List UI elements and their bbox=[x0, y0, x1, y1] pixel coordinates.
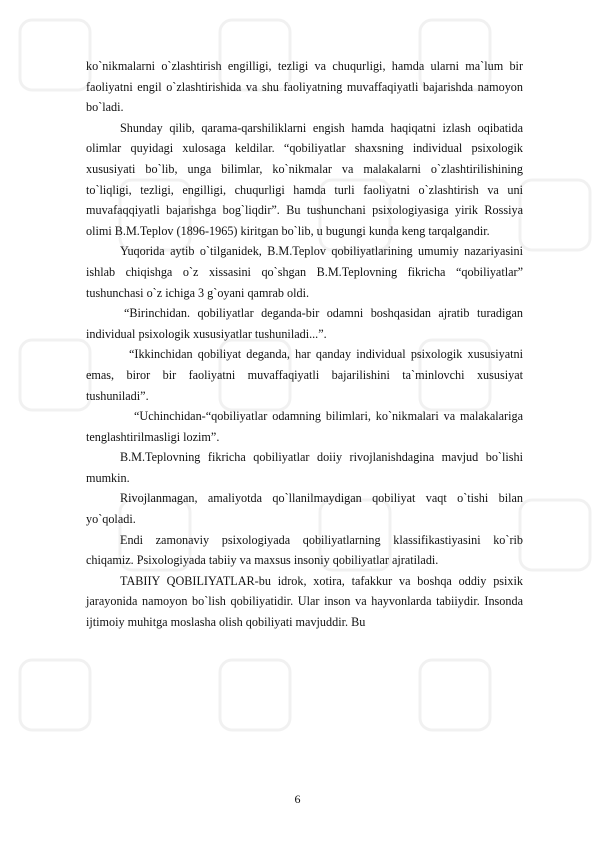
paragraph-4: “Birinchidan. qobiliyatlar deganda-bir odamni boshqasidan ajratib turadigan individual psixologik xususiyatlar tushuniladi...”. bbox=[86, 306, 523, 341]
paragraph-1: ko`nikmalarni o`zlashtirish engilligi, tezligi va chuqurligi, hamda ularni ma`lum bir faoliyatni engil o`zlashtirishida va shu faoliyatning muvaffaqiyatli bajarishda namoyon bo`ladi. bbox=[86, 59, 523, 115]
paragraph-8: Rivojlanmagan, amaliyotda qo`llanilmaydigan qobiliyat vaqt o`tishi bilan yo`qoladi. bbox=[86, 491, 523, 527]
paragraph-9: Endi zamonaviy psixologiyada qobiliyatlarning klassifikastiyasini ko`rib chiqamiz. Psixologiyada tabiiy va maxsus insoniy qobiliyatlar ajratiladi. bbox=[86, 532, 523, 568]
paragraph-7: B.M.Teplovning fikricha qobiliyatlar doiiy rivojlanishdagina mavjud bo`lishi mumkin. bbox=[86, 450, 523, 485]
page-number: 6 bbox=[294, 792, 301, 806]
paragraph-6: “Uchinchidan-“qobiliyatlar odamning bilimlari, ko`nikmalari va malakalariga tenglashtirilmasligi lozim”. bbox=[86, 409, 523, 444]
paragraph-2: Shunday qilib, qarama-qarshiliklarni engish hamda haqiqatni izlash oqibatida olimlar quyidagi xulosaga keldilar. “qobiliyatlar shaxsning individual psixologik xususiyati bo`lib, unga bilimlar, ko`nikmalar va malakalarni o`zlashtirilishining to`liqligi, tezligi, engilligi, chuqurligi hamda turli faoliyatni o`zlashtirish va uni muvafaqqiyatli bajarishga bog`liqdir”. Bu tushunchani psixologiyasiga yirik Rossiya olimi B.M.Teplov (1896-1965) kiritgan bo`lib, u bugungi kunda keng tarqalgandir. bbox=[86, 120, 523, 238]
paragraph-3: Yuqorida aytib o`tilganidek, B.M.Teplov qobiliyatlarining umumiy nazariyasini ishlab chiqishga o`z xissasini qo`shgan B.M.Teplovning fikricha “qobiliyatlar” tushunchasi o`z ichiga 3 g`oyani qamrab oldi. bbox=[86, 244, 523, 300]
body-text bbox=[86, 56, 523, 633]
paragraph-10: TABIIY QOBILIYATLAR-bu idrok, xotira, tafakkur va boshqa oddiy psixik jarayonida namoyon bo`lish qobiliyatidir. Ular inson va hayvonlarda tabiiydir. Insonda ijtimoiy muhitga moslasha olish qobiliyati mavjuddir. Bu bbox=[86, 573, 523, 630]
paragraph-5: “Ikkinchidan qobiliyat deganda, har qanday individual psixologik xususiyatni emas, biror bir faoliyatni muvaffaqiyatli bajarilishini ta`minlovchi xususiyat tushuniladi”. bbox=[86, 347, 523, 403]
